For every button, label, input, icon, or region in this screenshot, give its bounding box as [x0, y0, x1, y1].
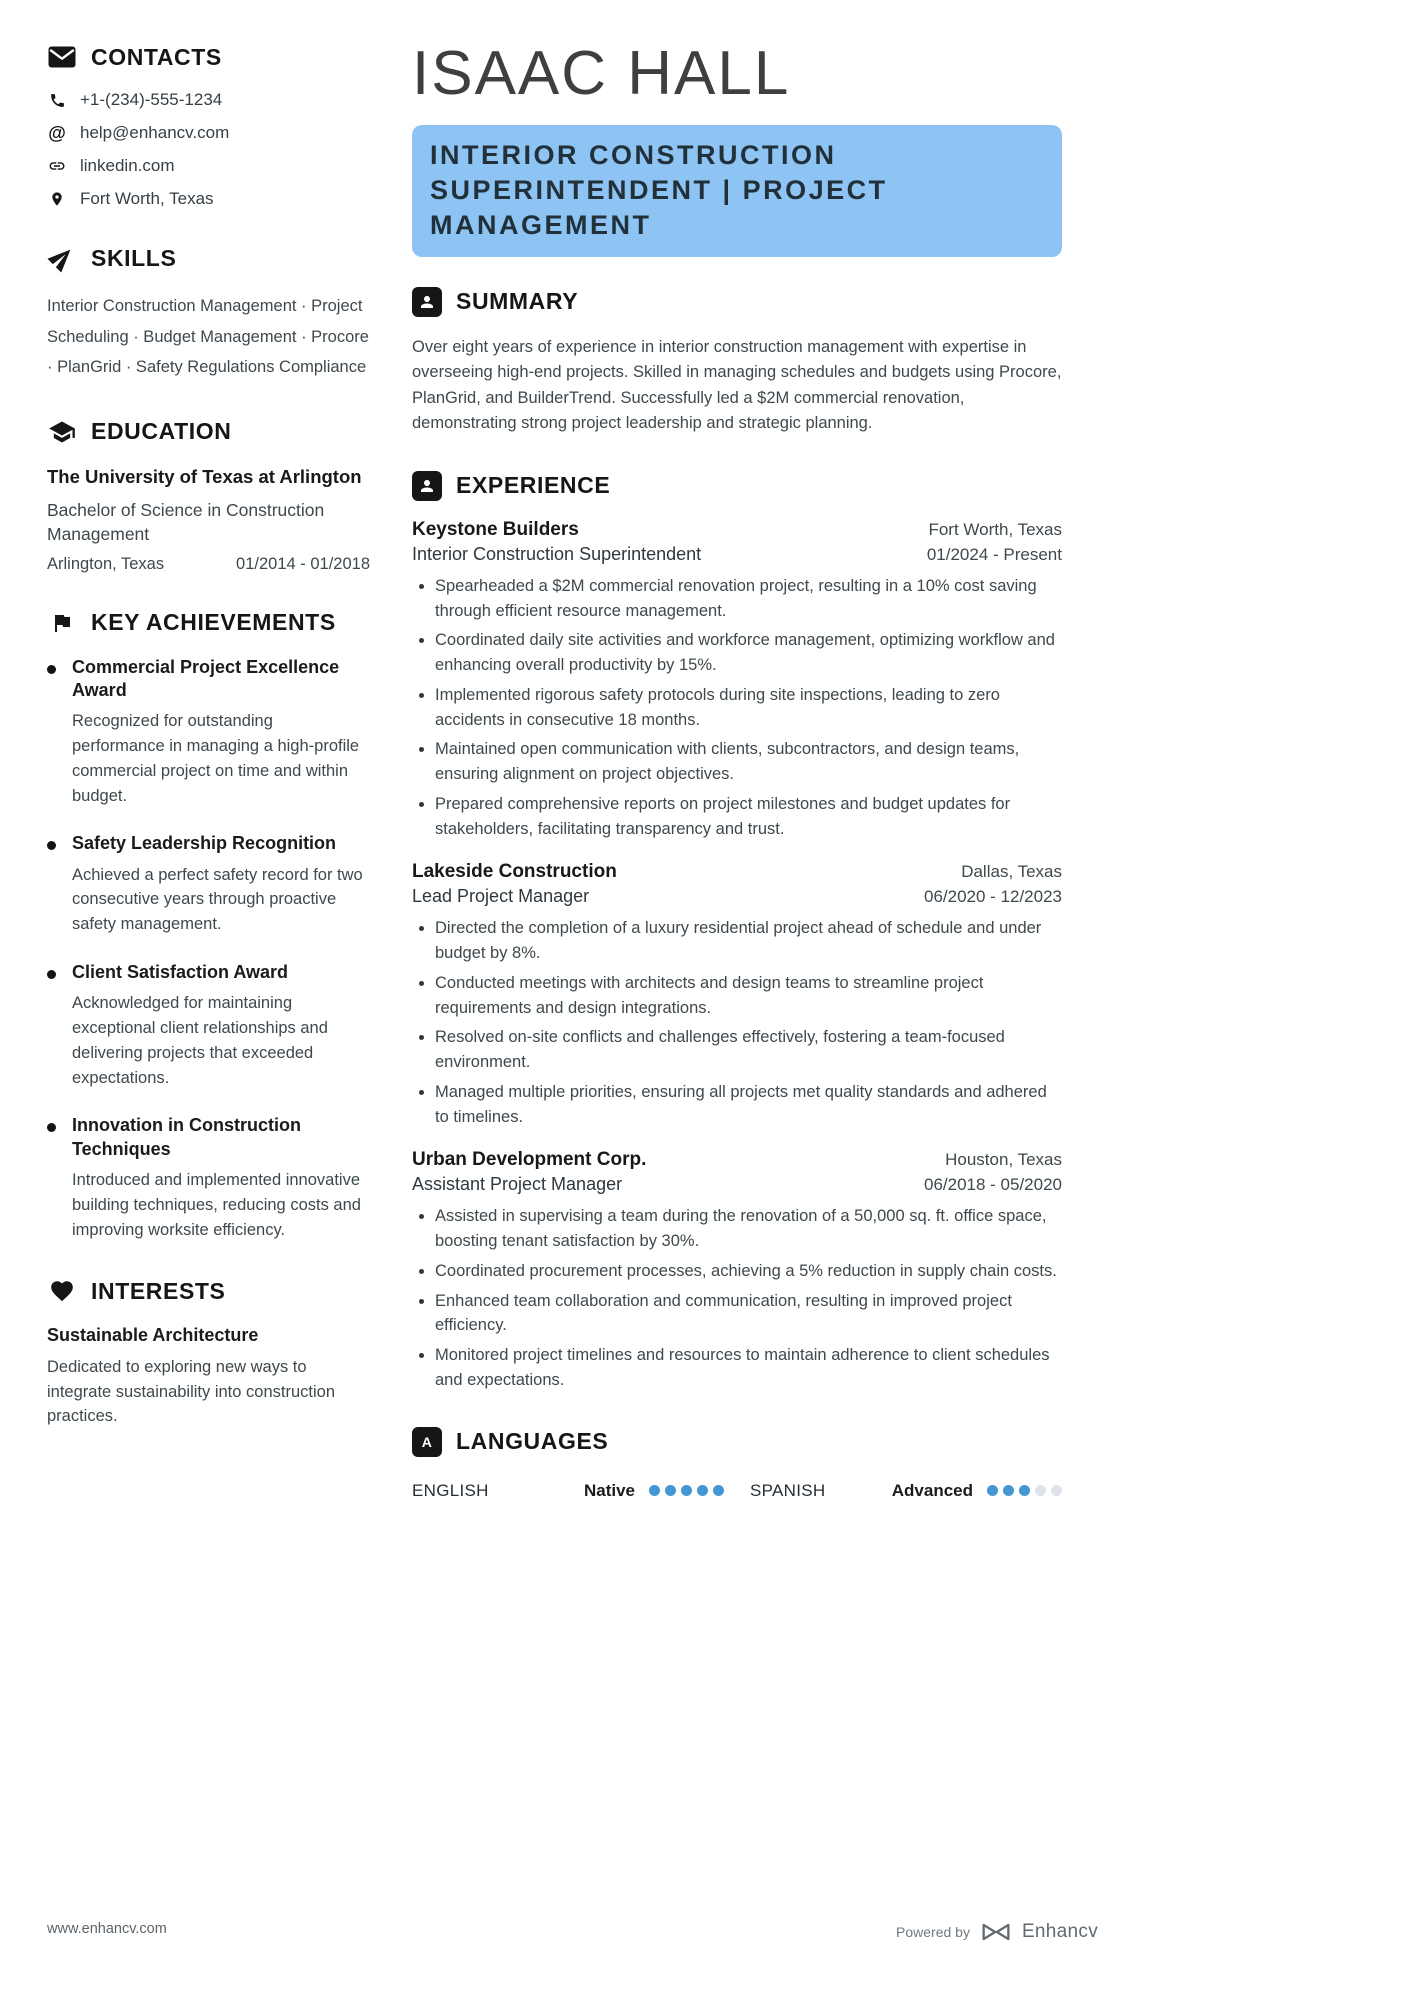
job-location: Houston, Texas — [945, 1150, 1062, 1170]
skills-header — [47, 243, 370, 273]
at-icon: @ — [48, 123, 66, 143]
experience-header — [412, 471, 1062, 501]
job-bullet: • Conducted meetings with architects and design teams to streamline project requirements and design integrations. — [435, 971, 1062, 1021]
job-location: Dallas, Texas — [961, 862, 1062, 882]
contact-email-text: help@enhancv.com — [80, 123, 230, 142]
job-bullet: • Resolved on-site conflicts and challenges effectively, fostering a team-focused environment. — [435, 1025, 1062, 1075]
languages-section — [412, 1427, 1062, 1501]
achievement-title: Commercial Project Excellence Award — [72, 656, 340, 700]
interests-section — [47, 1276, 370, 1429]
contact-linkedin[interactable] — [47, 156, 370, 176]
contact-email[interactable] — [47, 123, 370, 143]
experience-heading: EXPERIENCE — [456, 472, 611, 499]
education-location: Arlington, Texas — [47, 554, 165, 573]
link-icon — [47, 157, 67, 175]
job-subheader-row — [412, 1171, 1062, 1195]
job-bullet-list — [412, 1204, 1062, 1392]
achievement-body — [72, 656, 370, 809]
achievement-body — [72, 961, 370, 1090]
flag-icon — [47, 608, 77, 638]
bullet-dot-icon — [47, 970, 56, 979]
contacts-section — [47, 42, 370, 209]
bullet-dot-icon — [47, 1123, 56, 1132]
job-bullet: • Spearheaded a $2M commercial renovation project, resulting in a 10% cost saving through efficient resource management. — [435, 574, 1062, 624]
language-level-dot — [713, 1485, 724, 1496]
achievement-title: Safety Leadership Recognition — [72, 833, 337, 854]
job-bullet: • Enhanced team collaboration and communication, resulting in improved project efficiency. — [435, 1289, 1062, 1339]
skills-section — [47, 243, 370, 383]
resume-content — [47, 39, 1062, 1535]
company-name: Lakeside Construction — [412, 861, 617, 883]
contacts-header — [47, 42, 370, 72]
experience-entry — [412, 519, 1062, 842]
location-pin-icon — [47, 190, 67, 208]
language-level: Advanced — [891, 1480, 973, 1500]
summary-header — [412, 287, 1062, 317]
education-heading: EDUCATION — [91, 418, 232, 445]
graduation-cap-icon — [47, 417, 77, 447]
education-meta — [47, 555, 370, 574]
achievement-title: Innovation in Construction Techniques — [72, 1115, 301, 1159]
achievement-item — [47, 961, 370, 1090]
skills-list-text: Interior Construction Management · Project Scheduling · Budget Management · Procore · PlanGrid · Safety Regulations Compliance — [47, 297, 369, 377]
bullet-dot-icon — [47, 665, 56, 674]
education-degree: Bachelor of Science in Construction Management — [47, 499, 325, 545]
interest-title: Sustainable Architecture — [47, 1325, 259, 1346]
languages-list — [412, 1481, 1062, 1501]
contact-phone[interactable] — [47, 90, 370, 110]
language-item — [750, 1481, 1062, 1501]
job-header-row — [412, 1149, 1062, 1171]
contact-list — [47, 90, 370, 209]
heart-icon — [47, 1276, 77, 1306]
job-header-row — [412, 861, 1062, 883]
languages-header — [412, 1427, 1062, 1457]
job-bullet: • Implemented rigorous safety protocols during site inspections, leading to zero accidents in consecutive 18 months. — [435, 683, 1062, 733]
enhancv-logo-icon — [981, 1922, 1011, 1942]
achievement-description: Recognized for outstanding performance in managing a high-profile commercial project on time and within budget. — [72, 712, 360, 805]
footer-branding[interactable] — [896, 1921, 1098, 1943]
achievements-heading: KEY ACHIEVEMENTS — [91, 609, 336, 636]
job-role: Assistant Project Manager — [412, 1174, 623, 1195]
summary-heading: SUMMARY — [456, 288, 579, 315]
job-dates: 06/2020 - 12/2023 — [923, 887, 1062, 907]
experience-section — [412, 471, 1062, 1393]
left-column — [47, 42, 370, 1535]
bullet-dot-icon — [47, 841, 56, 850]
achievement-item — [47, 656, 370, 809]
person-icon — [412, 471, 442, 501]
job-header-row — [412, 519, 1062, 541]
achievement-description: Achieved a perfect safety record for two consecutive years through proactive safety management. — [72, 865, 363, 934]
achievements-header — [47, 608, 370, 638]
job-title-highlight: INTERIOR CONSTRUCTION SUPERINTENDENT | PROJECT MANAGEMENT — [412, 125, 1062, 256]
skills-heading: SKILLS — [91, 244, 177, 271]
rocket-icon — [47, 243, 77, 273]
interests-header — [47, 1276, 370, 1306]
translate-icon: A — [412, 1427, 442, 1457]
job-dates: 01/2024 - Present — [926, 544, 1062, 564]
education-school: The University of Texas at Arlington — [47, 465, 362, 487]
language-name: SPANISH — [750, 1480, 826, 1500]
contact-linkedin-text: linkedin.com — [80, 156, 175, 175]
job-bullet: • Prepared comprehensive reports on project milestones and budget updates for stakeholders, facilitating transparency and trust. — [435, 792, 1062, 842]
job-bullet-list — [412, 574, 1062, 842]
contact-location — [47, 189, 370, 209]
languages-heading: LANGUAGES — [456, 1428, 609, 1455]
interest-item — [47, 1324, 370, 1429]
job-bullet: • Managed multiple priorities, ensuring all projects met quality standards and adhered to timelines. — [435, 1080, 1062, 1130]
contacts-heading: CONTACTS — [91, 43, 222, 70]
person-icon — [412, 287, 442, 317]
interests-heading: INTERESTS — [91, 1277, 226, 1304]
education-header — [47, 417, 370, 447]
achievement-body — [72, 1114, 370, 1242]
job-bullet: • Maintained open communication with clients, subcontractors, and design teams, ensuring alignment on project objectives. — [435, 737, 1062, 787]
right-column — [412, 39, 1062, 1535]
education-dates: 01/2014 - 01/2018 — [236, 554, 370, 573]
language-level-dot — [1051, 1485, 1062, 1496]
company-name: Keystone Builders — [412, 518, 579, 540]
achievements-section — [47, 608, 370, 1243]
language-level: Native — [583, 1480, 635, 1500]
interest-description: Dedicated to exploring new ways to integrate sustainability into construction practices. — [47, 1357, 335, 1426]
summary-text: Over eight years of experience in interior construction management with expertise in overseeing high-end projects. Skilled in managing schedules and budgets using Procore, PlanGrid, and BuilderTrend. Successfully led a $2M commercial renovation, demonstrating strong project leadership and strategic planning. — [412, 337, 1062, 433]
job-bullet: • Monitored project timelines and resources to maintain adherence to client schedules and expectations. — [435, 1343, 1062, 1393]
footer-site-link[interactable]: www.enhancv.com — [47, 1921, 167, 1937]
language-level-dots — [649, 1485, 724, 1496]
achievement-item — [47, 832, 370, 937]
achievement-description: Acknowledged for maintaining exceptional client relationships and delivering projects that exceeded expectations. — [72, 994, 328, 1087]
language-level-dot — [665, 1485, 676, 1496]
company-name: Urban Development Corp. — [412, 1149, 647, 1171]
job-bullet-list — [412, 916, 1062, 1129]
language-name: ENGLISH — [412, 1480, 489, 1500]
language-level-dot — [649, 1485, 660, 1496]
language-level-dot — [697, 1485, 708, 1496]
language-level-group — [584, 1481, 724, 1501]
education-section — [47, 417, 370, 574]
job-bullet: • Directed the completion of a luxury residential project ahead of schedule and under budget by 8%. — [435, 916, 1062, 966]
envelope-icon — [47, 42, 77, 72]
experience-entry — [412, 861, 1062, 1129]
language-level-dot — [681, 1485, 692, 1496]
language-level-group — [892, 1481, 1062, 1501]
powered-by-label: Powered by — [896, 1924, 970, 1940]
phone-icon — [47, 92, 67, 109]
summary-section — [412, 287, 1062, 437]
achievement-title: Client Satisfaction Award — [72, 961, 289, 982]
contact-location-text: Fort Worth, Texas — [80, 189, 214, 208]
job-dates: 06/2018 - 05/2020 — [923, 1175, 1062, 1195]
job-bullet: • Coordinated procurement processes, achieving a 5% reduction in supply chain costs. — [435, 1259, 1062, 1284]
contact-phone-text: +1-(234)-555-1234 — [80, 90, 223, 109]
language-level-dot — [1035, 1485, 1046, 1496]
achievement-description: Introduced and implemented innovative building techniques, reducing costs and improving worksite efficiency. — [72, 1171, 361, 1239]
language-level-dot — [1019, 1485, 1030, 1496]
language-level-dots — [987, 1485, 1062, 1496]
candidate-name: ISAAC HALL — [412, 39, 791, 108]
job-subheader-row — [412, 541, 1062, 565]
job-location: Fort Worth, Texas — [928, 519, 1062, 539]
experience-entry — [412, 1149, 1062, 1392]
job-role: Lead Project Manager — [412, 886, 590, 907]
job-role: Interior Construction Superintendent — [412, 543, 702, 564]
achievement-item — [47, 1114, 370, 1242]
job-bullet: • Assisted in supervising a team during the renovation of a 50,000 sq. ft. office space, boosting tenant satisfaction by 30%. — [435, 1204, 1062, 1254]
language-level-dot — [1003, 1485, 1014, 1496]
language-item — [412, 1481, 724, 1501]
language-level-dot — [987, 1485, 998, 1496]
achievement-body — [72, 832, 370, 937]
job-bullet: • Coordinated daily site activities and workforce management, optimizing workflow and enhancing overall productivity by 15%. — [435, 628, 1062, 678]
brand-name: Enhancv — [1021, 1921, 1098, 1942]
job-subheader-row — [412, 883, 1062, 907]
